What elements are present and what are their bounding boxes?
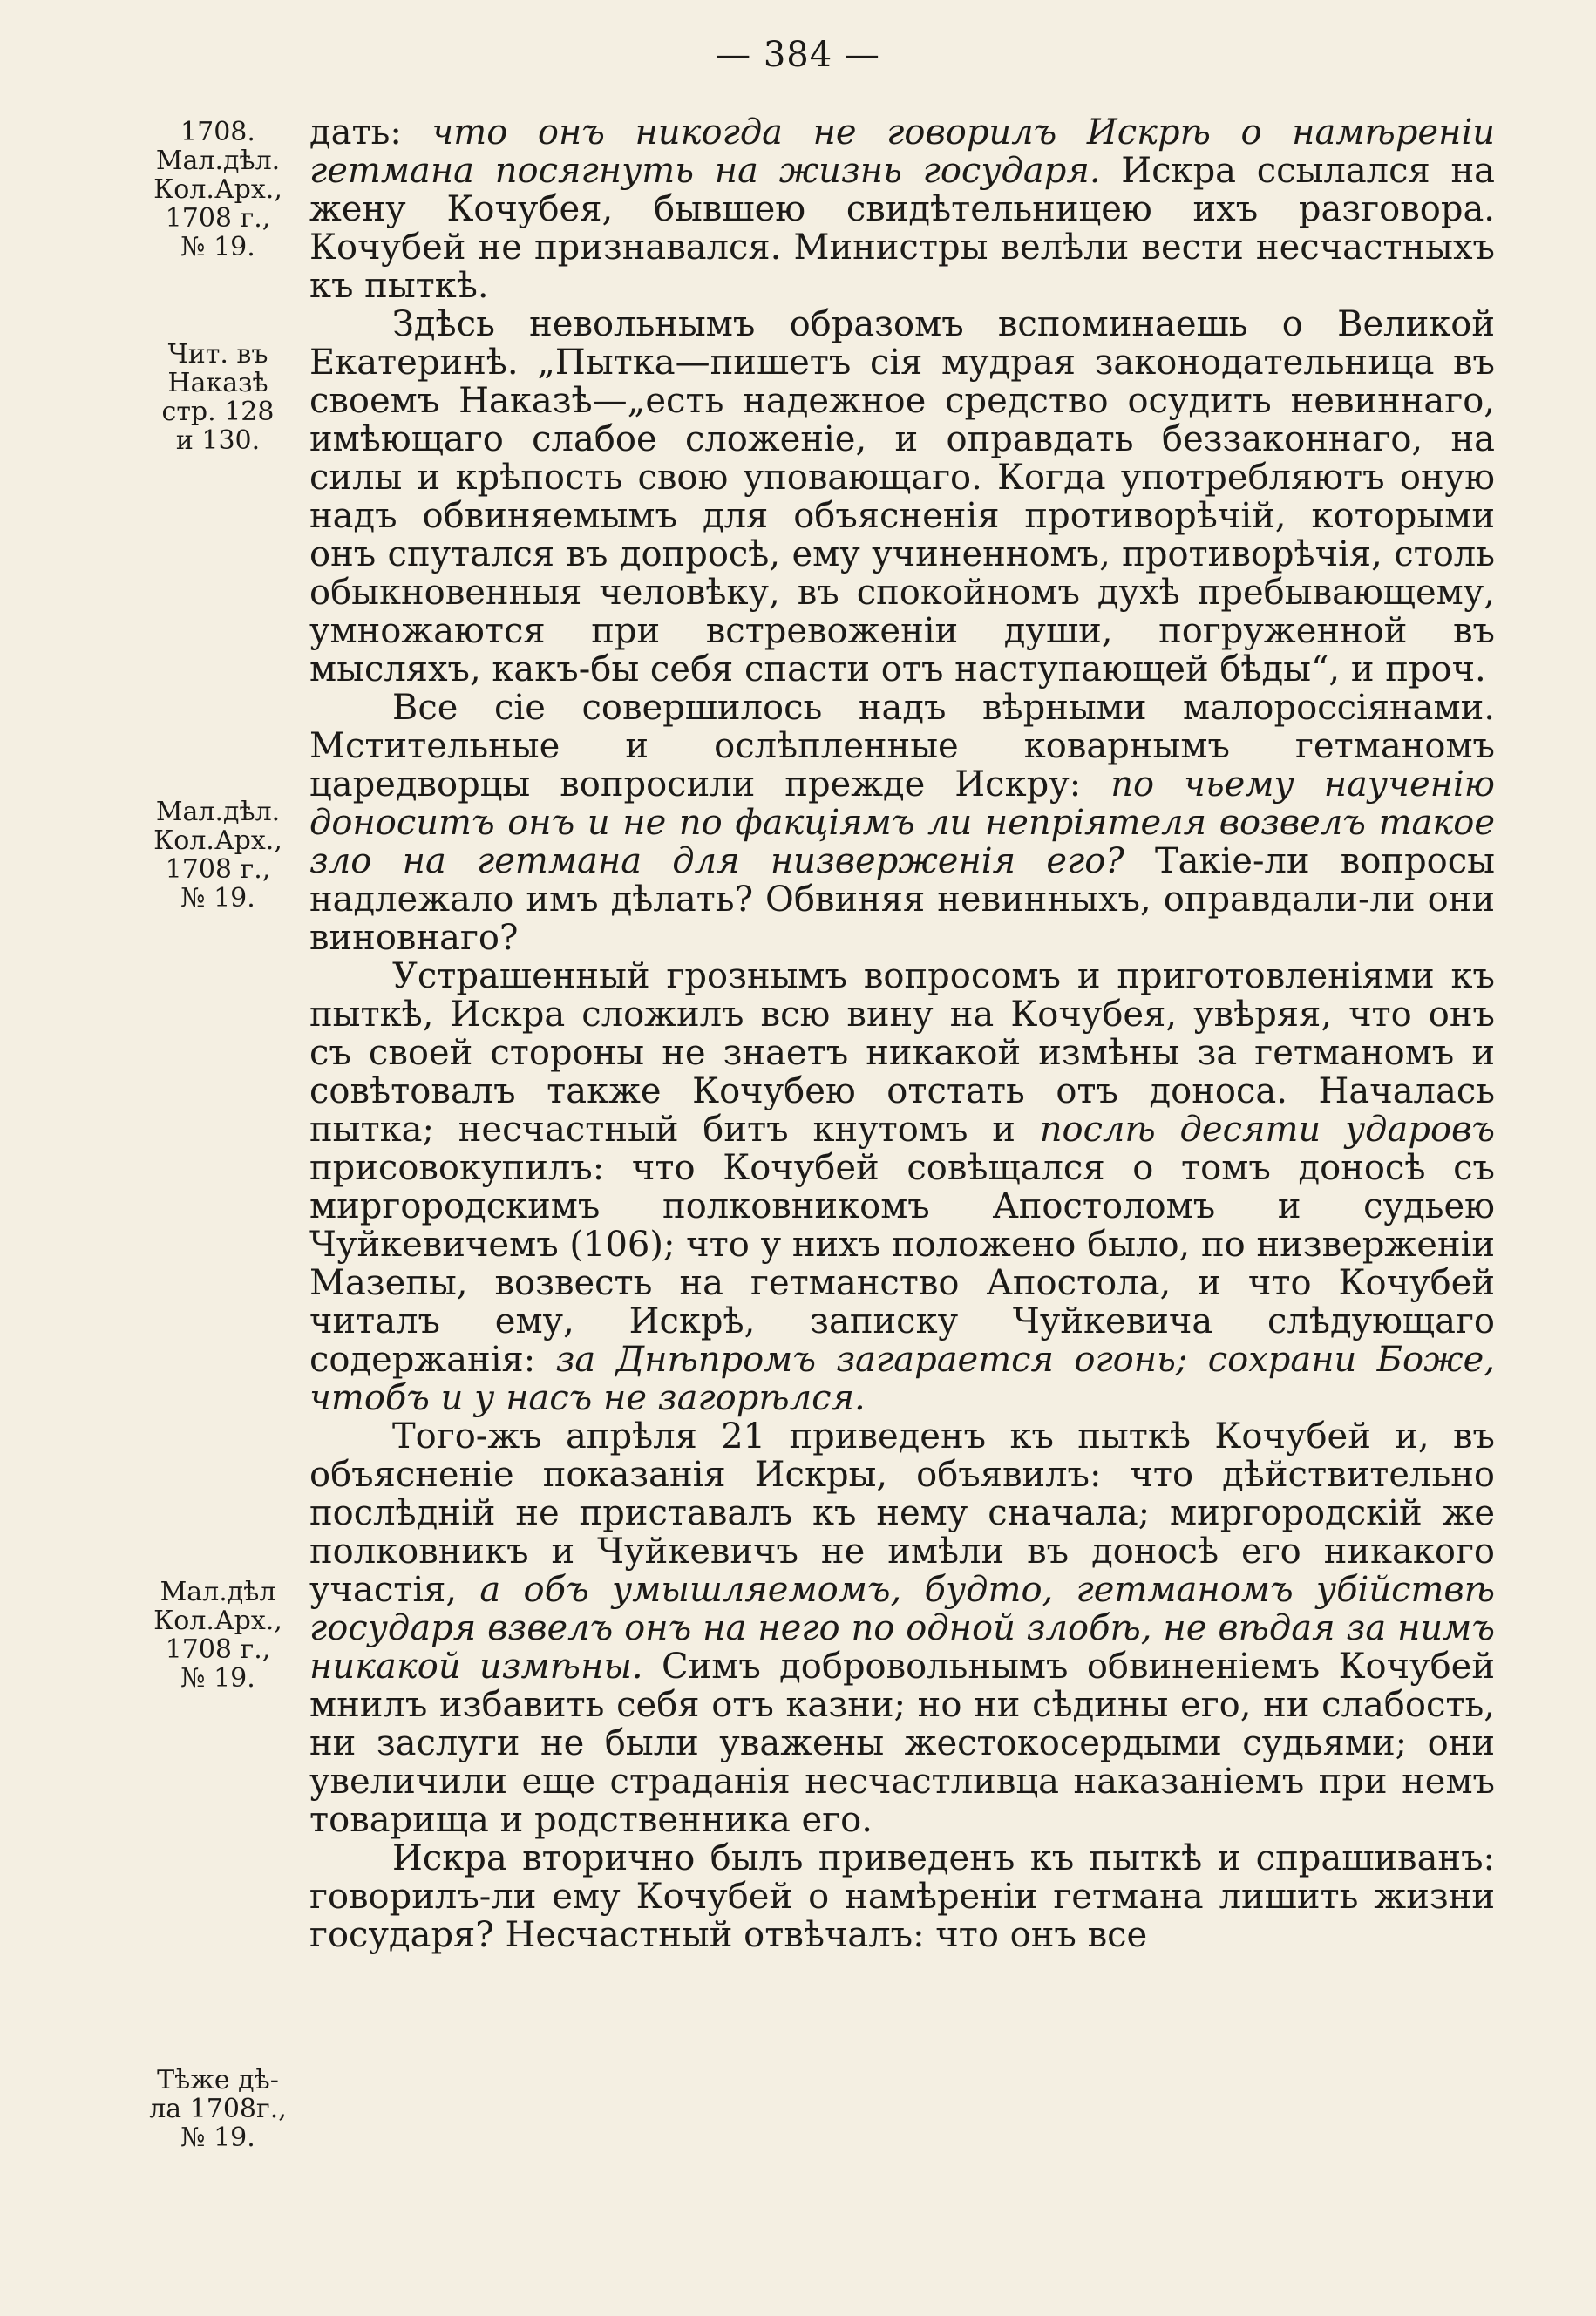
margin-note: Мал.дѣл. Кол.Арх., 1708 г., № 19. <box>153 797 282 913</box>
text-segment: дать: <box>309 112 432 153</box>
margin-note: Мал.дѣл Кол.Арх., 1708 г., № 19. <box>153 1577 282 1694</box>
italic-text-segment: послѣ десяти ударовъ <box>1039 1110 1495 1150</box>
margin-note: Чит. въ Наказѣ стр. 128 и 130. <box>161 339 275 456</box>
paragraph <box>309 305 1495 689</box>
text-segment: Такіе-ли вопросы надлежало имъ дѣлать? Обвиняя невинныхъ, оправдали-ли они виновнаго? <box>309 841 1495 958</box>
paragraph <box>309 957 1495 1417</box>
text-segment: Искра ссылался на жену Кочубея, бывшею свидѣтельницею ихъ разговора. Кочубей не признавался. Министры велѣли вести несчастныхъ къ пыткѣ. <box>309 151 1495 306</box>
text-segment: Симъ добровольнымъ обвиненіемъ Кочубей мнилъ избавить себя отъ казни; но ни сѣдины его, ни слабость, ни заслуги не были уважены жестокосердыми судьями; они увеличили еще страданія несчастливца наказаніемъ при немъ товарища и родственника его. <box>309 1647 1495 1840</box>
margin-note: 1708. Мал.дѣл. Кол.Арх., 1708 г., № 19. <box>153 117 282 262</box>
page-number: — 384 — <box>716 35 880 75</box>
text-segment: присовокупилъ: что Кочубей совѣщался о томъ доносѣ съ миргородскимъ полковникомъ Апостоломъ и судьею Чуйкевичемъ (106); что у нихъ положено было, по низверженіи Мазепы, возвесть на гетманство Апостола, и что Кочубей читалъ ему, Искрѣ, записку Чуйкевича слѣдующаго содержанія: <box>309 1148 1495 1380</box>
italic-text-segment: за Днѣпромъ загарается огонь; сохрани Боже, чтобъ и у насъ не загорѣлся. <box>309 1340 1495 1418</box>
text-segment: Устрашенный грознымъ вопросомъ и приготовленіями къ пыткѣ, Искра сложилъ всю вину на Кочубея, увѣряя, что онъ съ своей стороны не знаетъ никакой измѣны за гетманомъ и совѣтовалъ также Кочубею отстать отъ доноса. Началась пытка; несчастный битъ кнутомъ и <box>309 956 1495 1150</box>
paragraph <box>309 689 1495 957</box>
paragraph <box>309 1417 1495 1839</box>
italic-text-segment: что онъ никогда не говорилъ Искрѣ о намѣреніи гетмана посягнуть на жизнь государя. <box>309 112 1495 191</box>
italic-text-segment: а объ умышляемомъ, будто, гетманомъ убійствѣ государя взвелъ онъ на него по одной злобѣ, не вѣдая за нимъ никакой измѣны. <box>309 1570 1495 1687</box>
text-segment: Того-жъ апрѣля 21 приведенъ къ пыткѣ Кочубей и, въ объясненіе показанія Искры, объявилъ: что дѣйствительно послѣдній не приставалъ къ нему сначала; миргородскій же полковникъ и Чуйкевичъ не имѣли въ доносѣ его никакого участія, <box>309 1416 1495 1610</box>
italic-text-segment: по чьему наученію доноситъ онъ и не по факціямъ ли непріятеля возвелъ такое зло на гетмана для низверженія его? <box>309 764 1495 881</box>
text-segment: Все сіе совершилось надъ вѣрными малороссіянами. Мстительные и ослѣпленные коварнымъ гетманомъ царедворцы вопросили прежде Искру: <box>309 688 1495 805</box>
paragraph <box>309 1839 1495 1954</box>
margin-note: Тѣже дѣ- ла 1708г., № 19. <box>149 2065 287 2153</box>
paragraph <box>309 113 1495 305</box>
body-text <box>309 113 1495 1954</box>
text-segment: Здѣсь невольнымъ образомъ вспоминаешь о Великой Екатеринѣ. „Пытка—пишетъ сія мудрая законодательница въ своемъ Наказѣ—„есть надежное средство осудить невиннаго, имѣющаго слабое сложеніе, и оправдать беззаконнаго, на силы и крѣпость свою уповающаго. Когда употребляютъ оную надъ обвиняемымъ для объясненія противорѣчій, которыми онъ спутался въ допросѣ, ему учиненномъ, противорѣчія, столь обыкновенныя человѣку, въ спокойномъ духѣ пребывающему, умножаются при встревоженіи души, погруженной въ мысляхъ, какъ-бы себя спасти отъ наступающей бѣды“, и проч. <box>309 304 1495 689</box>
text-segment: Искра вторично былъ приведенъ къ пыткѣ и спрашиванъ: говорилъ-ли ему Кочубей о намѣреніи гетмана лишить жизни государя? Несчастный отвѣчалъ: что онъ все <box>309 1838 1495 1955</box>
